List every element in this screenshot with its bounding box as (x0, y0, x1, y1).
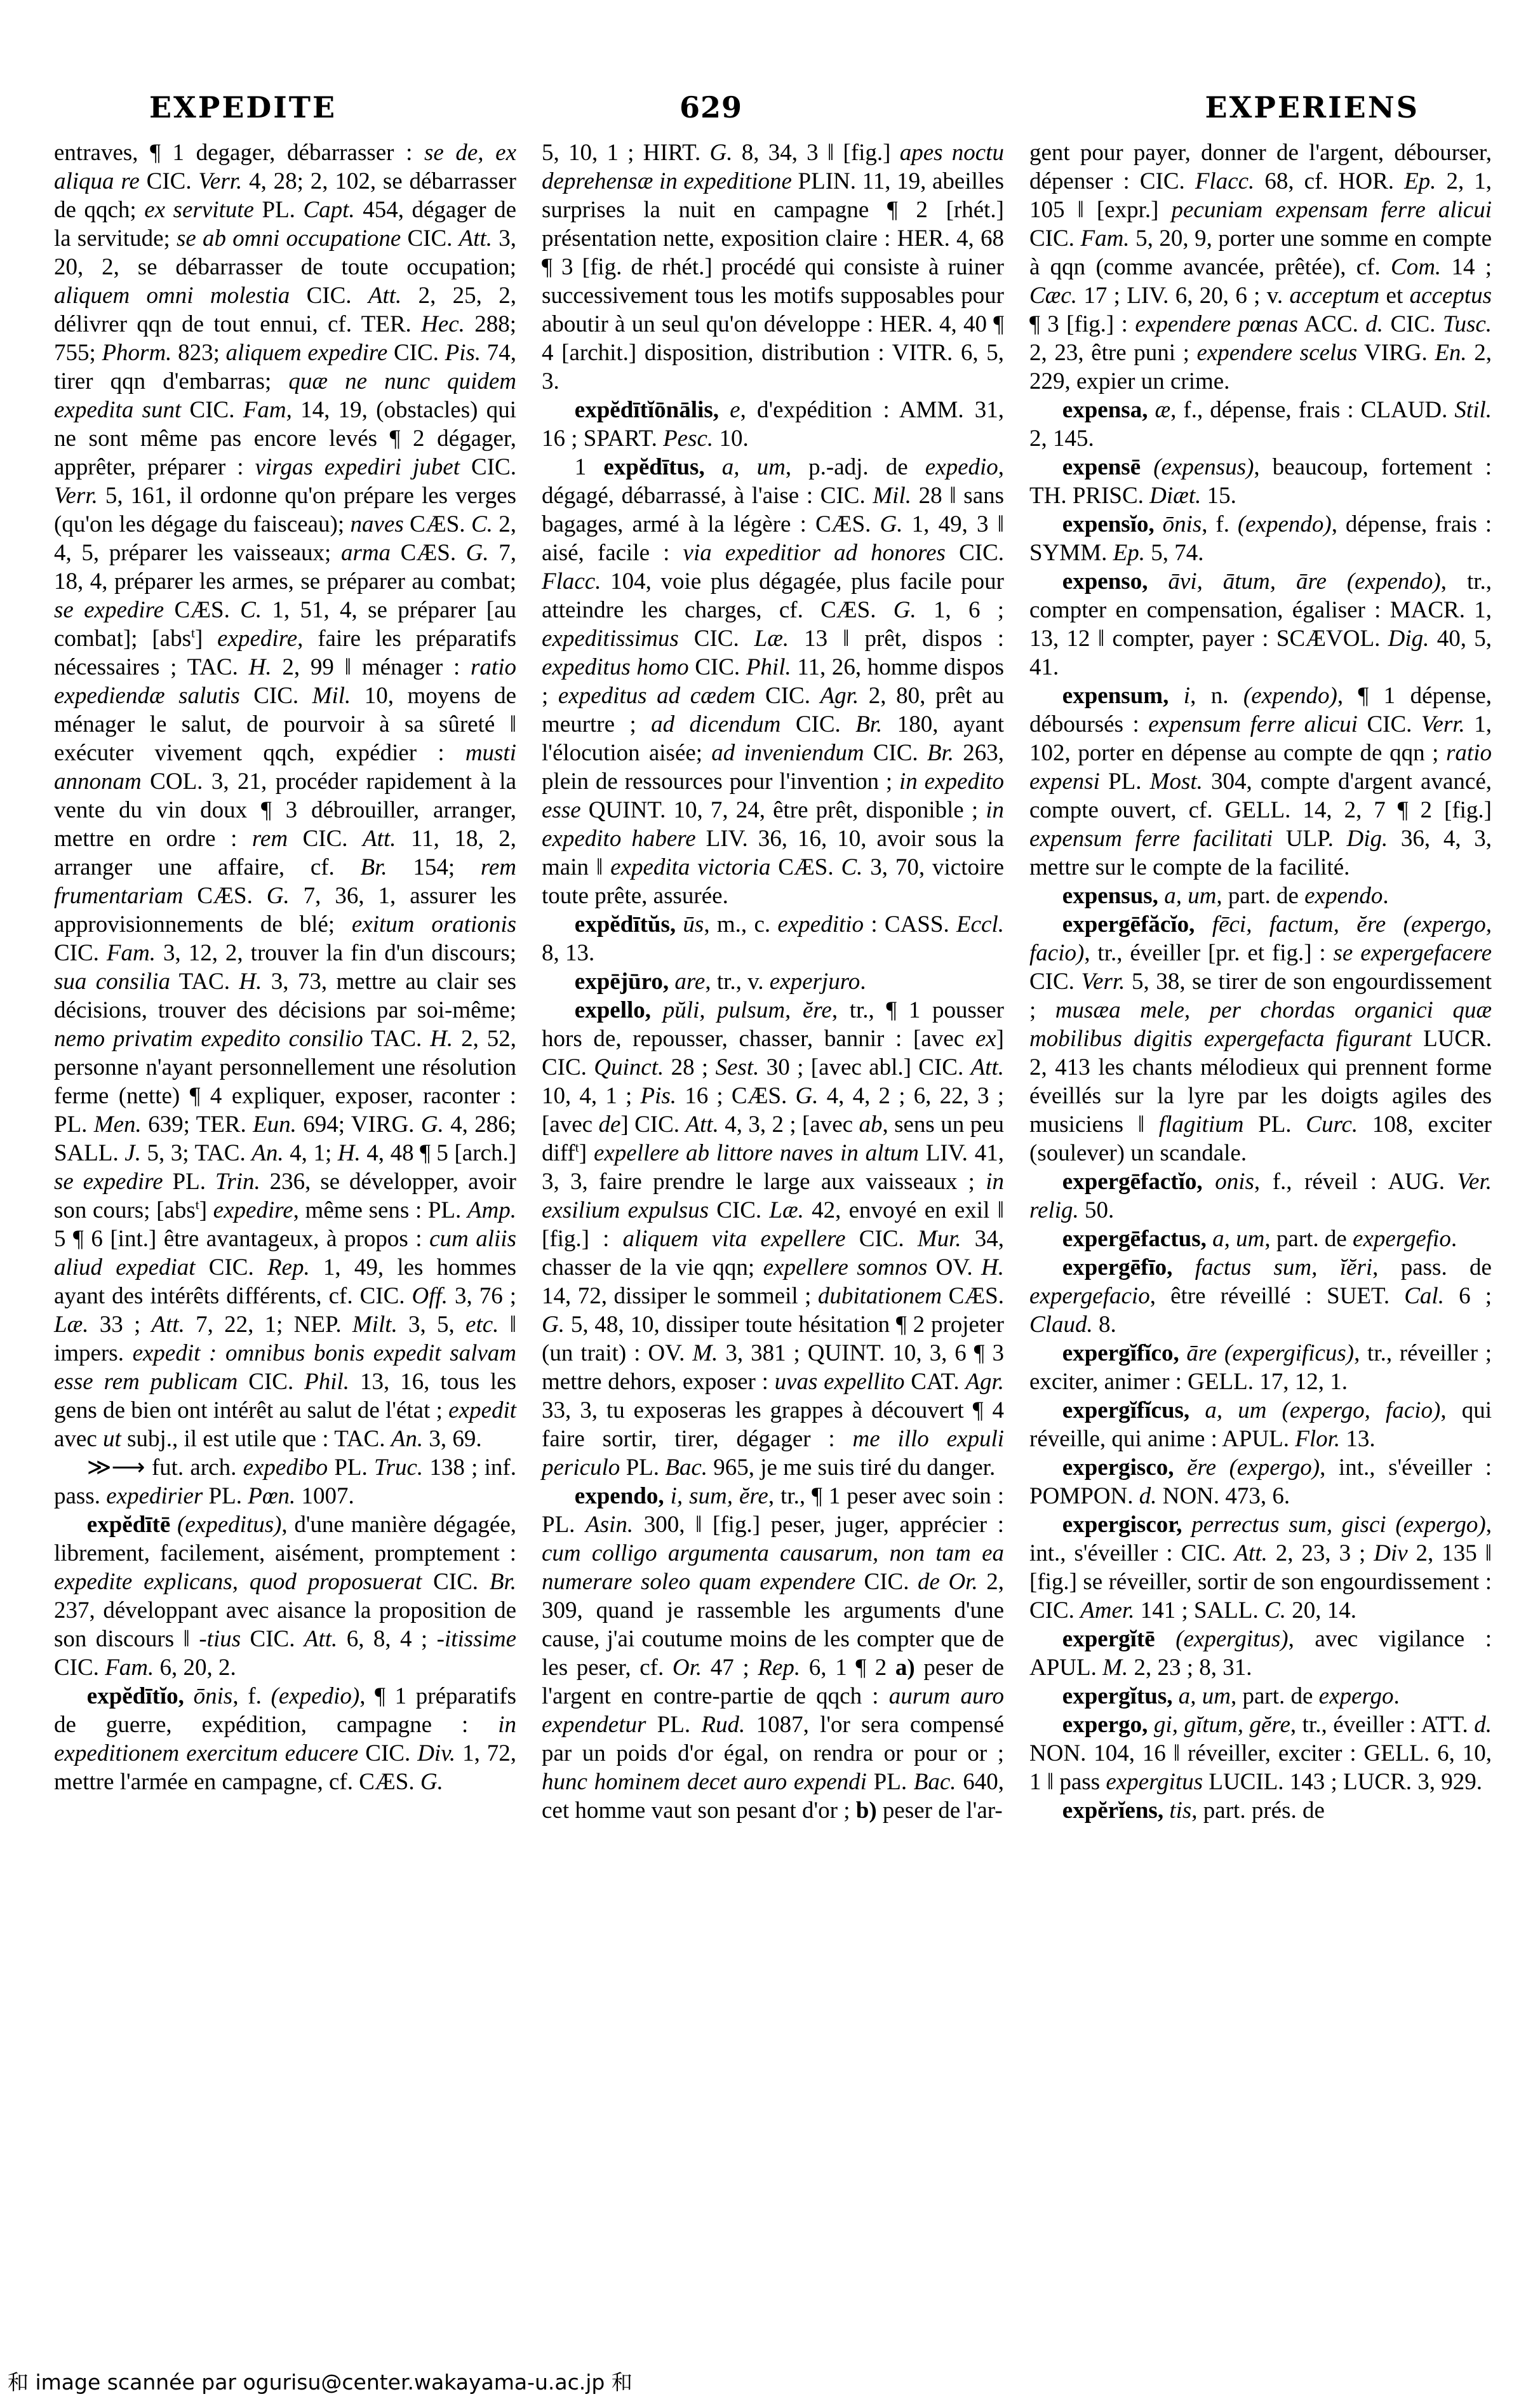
styled-text: Att. (970, 1054, 1004, 1080)
entry-paragraph: expergēfīo, factus sum, ĭĕri, pass. de expergefacio, être réveillé : SUET. Cal. 6 ; Claud. 8. (1029, 1254, 1492, 1338)
styled-text: expedire (213, 1197, 293, 1223)
styled-text: expeditio (777, 911, 864, 938)
styled-text: expedit : omnibus bonis expedit salvam esse rem publicam (54, 1340, 517, 1395)
headword: expĕdītĭo, (86, 1683, 184, 1709)
styled-text: Men. (93, 1112, 142, 1138)
styled-text: factus sum, ĭĕri (1195, 1254, 1373, 1280)
styled-text: Div (1374, 1540, 1408, 1566)
scan-caption: 和 image scannée par ogurisu@center.wakayama-u.ac.jp 和 (8, 2370, 633, 2395)
styled-text: Hec. (421, 311, 465, 337)
styled-text: æ (1155, 397, 1171, 423)
styled-text: uvas expellito (774, 1369, 905, 1395)
styled-text: G. (266, 883, 290, 909)
styled-text: se expedire (54, 1169, 163, 1195)
styled-text: (expeditus) (177, 1512, 282, 1538)
styled-text: Truc. (374, 1455, 424, 1481)
styled-text: expeditissimus (542, 626, 679, 652)
entry-paragraph: expergēfăcĭo, fēci, factum, ĕre (expergo, facio), tr., éveiller [pr. et fig.] : se expergefacere CIC. Verr. 5, 38, se tirer de son engourdissement ; musæa mele, per chordas organici quæ mobilibus digitis expergefacta figurant LUCR. 2, 413 les chants mélodieux qui prennent forme éveillés sur la lyre par les doigts agiles des musiciens ‖ flagitium PL. Curc. 108, exciter (soulever) un scandale. (1029, 911, 1492, 1166)
styled-text: me illo expuli periculo (542, 1426, 1005, 1481)
styled-text: Ep. (1404, 168, 1436, 194)
styled-text: Rud. (701, 1712, 746, 1738)
headword: a) (895, 1655, 915, 1681)
styled-text: a, um (721, 454, 786, 480)
headword: expergiscor, (1062, 1512, 1182, 1538)
styled-text: Amer. (1080, 1597, 1135, 1623)
styled-text: in expedito habere (542, 797, 1004, 852)
styled-text: Phorm. (102, 340, 172, 366)
styled-text: (expendo) (1237, 511, 1332, 537)
headword: expergĭfĭco, (1062, 1340, 1179, 1366)
styled-text: Verr. (54, 483, 98, 509)
entry-paragraph: expergĭtus, a, um, part. de expergo. (1062, 1683, 1400, 1709)
styled-text: Br. (855, 711, 883, 737)
entry-paragraph: expergĭfĭco, āre (expergificus), tr., réveiller ; exciter, animer : GELL. 17, 12, 1. (1029, 1340, 1492, 1395)
styled-text: d. (1139, 1483, 1157, 1509)
headword: expensus, (1062, 883, 1158, 909)
styled-text: cum aliis aliud expediat (54, 1226, 516, 1280)
styled-text: Att. (1234, 1540, 1268, 1566)
styled-text: cum colligo argumenta causarum, non tam ea numerare soleo quam expendere (542, 1540, 1004, 1595)
entry-paragraph: expensa, æ, f., dépense, frais : CLAUD. Stil. 2, 145. (1029, 397, 1492, 452)
entry-paragraph: expējūro, are, tr., v. experjuro. (574, 969, 866, 995)
styled-text: G. (893, 597, 916, 623)
styled-text: Div. (417, 1740, 456, 1766)
styled-text: Flacc. (1195, 168, 1255, 194)
styled-text: C. (240, 597, 262, 623)
styled-text: Att. (368, 283, 402, 309)
styled-text: An. (391, 1426, 424, 1452)
styled-text: G. (420, 1769, 443, 1795)
styled-text: Br. (360, 854, 387, 880)
headword: expĕdītus, (603, 454, 705, 480)
styled-text: Att. (304, 1626, 338, 1652)
styled-text: Ep. (1113, 540, 1145, 566)
styled-text: expedita victoria (610, 854, 771, 880)
entry-paragraph: expĕdītŭs, ūs, m., c. expeditio : CASS. Eccl. 8, 13. (542, 911, 1004, 966)
styled-text: expendere scelus (1196, 340, 1358, 366)
styled-text: Att. (459, 225, 493, 252)
styled-text: Flor. (1295, 1426, 1341, 1452)
styled-text: d. (1474, 1712, 1492, 1738)
entry-paragraph: expĕrĭens, tis, part. prés. de (1062, 1798, 1325, 1824)
styled-text: flagitium (1158, 1112, 1244, 1138)
styled-text: t (191, 625, 195, 641)
styled-text: Mil. (312, 683, 351, 709)
styled-text: -itissime (436, 1626, 517, 1652)
styled-text: J. (124, 1140, 141, 1166)
styled-text: Rep. (758, 1655, 801, 1681)
styled-text: C. (841, 854, 863, 880)
styled-text: Eun. (253, 1112, 297, 1138)
styled-text: H. (337, 1140, 361, 1166)
styled-text: ad inveniendum (711, 740, 864, 766)
styled-text: expeditus ad cædem (558, 683, 756, 709)
styled-text: gi, gĭtum, gĕre (1153, 1712, 1290, 1738)
entry-paragraph: expenso, āvi, ātum, āre (expendo), tr., compter en compensation, égaliser : MACR. 1, 13, 12 ‖ compter, payer : SCÆVOL. Dig. 40, 5, 41. (1029, 568, 1492, 680)
styled-text: virgas expediri jubet (255, 454, 460, 480)
entry-paragraph: expĕdītĭōnālis, e, d'expédition : AMM. 31, 16 ; SPART. Pesc. 10. (542, 397, 1005, 452)
styled-text: Quinct. (594, 1054, 664, 1080)
styled-text: expensum ferre facilitati (1029, 826, 1273, 852)
headword: expensum, (1062, 683, 1169, 709)
styled-text: expensum ferre alicui (1148, 711, 1358, 737)
styled-text: āvi, ātum, āre (expendo) (1168, 568, 1441, 595)
styled-text: H. (248, 654, 272, 680)
entry-paragraph: expergēfactus, a, um, part. de expergefio. (1062, 1226, 1457, 1252)
styled-text: En. (1435, 340, 1467, 366)
headword: expĕdītĭōnālis, (574, 397, 719, 423)
continuation-paragraph: 5, 10, 1 ; HIRT. G. 8, 34, 3 ‖ [fig.] apes noctu deprehensæ in expeditione PLIN. 11, 19, abeilles surprises la nuit en campagne ¶ 2 [rhét.] présentation nette, exposition claire : HER. 4, 68 ¶ 3 [fig. de rhét.] procédé qui consiste à ruiner successivement tous les motifs supposables pour aboutir à un seul qu'on développe : HER. 4, 40 ¶ 4 [archit.] disposition, distribution : VITR. 6, 5, 3. (542, 140, 1004, 394)
headword: expĕdītē (86, 1512, 171, 1538)
styled-text: acceptus (1409, 283, 1492, 309)
styled-text: Cæc. (1029, 283, 1078, 309)
styled-text: se de, ex aliqua re (54, 140, 517, 194)
styled-text: H. (239, 969, 262, 995)
styled-text: Læ. (54, 1312, 89, 1338)
styled-text: G. (709, 140, 733, 166)
entry-paragraph: expĕdītē (expeditus), d'une manière dégagée, librement, facilement, aisément, promptement : expedite explicans, quod proposuerat CIC. Br. 237, développant avec aisance la proposition de son discours ‖ -tius CIC. Att. 6, 8, 4 ; -itissime CIC. Fam. 6, 20, 2. (54, 1512, 517, 1681)
column-2 (542, 138, 1004, 1825)
styled-text: ab (859, 1112, 883, 1138)
styled-text: ōnis (193, 1683, 233, 1709)
styled-text: a, um (1212, 1226, 1265, 1252)
styled-text: expendo (1304, 883, 1383, 909)
styled-text: Br. (927, 740, 954, 766)
styled-text: fēci, factum, ĕre (expergo, facio) (1029, 911, 1492, 966)
styled-text: pecuniam expensam ferre alicui (1171, 197, 1492, 223)
styled-text: Bac. (665, 1455, 708, 1481)
styled-text: a, um (expergo, facio) (1205, 1397, 1441, 1423)
styled-text: Amp. (467, 1197, 516, 1223)
styled-text: G. (465, 540, 489, 566)
headword: expergĭfĭcus, (1062, 1397, 1190, 1423)
styled-text: rem frumentariam (54, 854, 516, 909)
styled-text: exitum orationis (351, 911, 516, 938)
header-right-guideword: EXPERIENS (1205, 90, 1419, 124)
styled-text: expergefacio (1029, 1283, 1150, 1309)
styled-text: Rep. (267, 1254, 310, 1280)
styled-text: Verr. (1081, 969, 1125, 995)
styled-text: Pesc. (663, 426, 714, 452)
styled-text: expellere somnos (763, 1254, 928, 1280)
headword: expergēfactĭo, (1062, 1169, 1203, 1195)
styled-text: pŭli, pulsum, ĕre (662, 997, 832, 1023)
headword: expĕdītŭs, (574, 911, 676, 938)
styled-text: H. (430, 1026, 453, 1052)
headword: expensĭo, (1062, 511, 1155, 537)
styled-text: expedire (217, 626, 298, 652)
entry-paragraph: expendo, i, sum, ĕre, tr., ¶ 1 peser avec soin : PL. Asin. 300, ‖ [fig.] peser, juger, apprécier : cum colligo argumenta causarum, non tam ea numerare soleo quam expendere CIC. de Or. 2, 309, quand je rassemble les arguments d'une cause, j'ai coutume moins de les compter que de les peser, cf. Or. 47 ; Rep. 6, 1 ¶ 2 a) peser de l'argent en contre-partie de qqch : aurum auro expendetur PL. Rud. 1087, l'or sera compensé par un poids d'or égal, on rendra or pour or ; hunc hominem decet auro expendi PL. Bac. 640, cet homme vaut son pesant d'or ; b) peser de l'ar- (542, 1483, 1005, 1824)
entry-paragraph: expensē (expensus), beaucoup, fortement : TH. PRISC. Diæt. 15. (1029, 454, 1492, 509)
styled-text: Bac. (913, 1769, 956, 1795)
styled-text: Dig. (1346, 826, 1388, 852)
entry-paragraph: expensus, a, um, part. de expendo. (1062, 883, 1389, 909)
styled-text: in expeditionem exercitum educere (54, 1712, 516, 1766)
styled-text: G. (795, 1083, 819, 1109)
styled-text: ad dicendum (651, 711, 781, 737)
column-1 (54, 138, 516, 1825)
styled-text: Ver. relig. (1029, 1169, 1492, 1223)
styled-text: Or. (672, 1655, 702, 1681)
styled-text: -tius (199, 1626, 241, 1652)
styled-text: a, um (1164, 883, 1217, 909)
styled-text: ex (975, 1026, 996, 1052)
styled-text: Dig. (1388, 626, 1430, 652)
entry-paragraph: expergisco, ĕre (expergo), int., s'éveiller : POMPON. d. NON. 473, 6. (1029, 1455, 1492, 1509)
text-columns (54, 138, 1492, 1825)
styled-text: ratio expediendæ salutis (54, 654, 516, 709)
headword: expergēfactus, (1062, 1226, 1207, 1252)
styled-text: Mur. (917, 1226, 961, 1252)
styled-text: in expedito esse (542, 769, 1005, 823)
styled-text: experjuro (769, 969, 860, 995)
styled-text: Agr. (820, 683, 859, 709)
styled-text: etc. (465, 1312, 499, 1338)
styled-text: aliquem vita expellere (622, 1226, 846, 1252)
styled-text: (expendo) (1243, 683, 1337, 709)
styled-text: Fam. (105, 1655, 154, 1681)
headword: expergĭtē (1062, 1626, 1155, 1652)
styled-text: d. (1365, 311, 1384, 337)
styled-text: se expergefacere (1333, 940, 1492, 966)
styled-text: rem (251, 826, 288, 852)
styled-text: de Or. (918, 1569, 978, 1595)
styled-text: expellere ab littore naves in altum (593, 1140, 919, 1166)
continuation-paragraph: gent pour payer, donner de l'argent, débourser, dépenser : CIC. Flacc. 68, cf. HOR. Ep. 2, 1, 105 ‖ [expr.] pecuniam expensam ferre alicui CIC. Fam. 5, 20, 9, porter une somme en compte à qqn (comme avancée, prêtée), cf. Com. 14 ; Cæc. 17 ; LIV. 6, 20, 6 ; v. acceptum et acceptus ¶ 3 [fig.] : expendere pœnas ACC. d. CIC. Tusc. 2, 23, être puni ; expendere scelus VIRG. En. 2, 229, expier un crime. (1029, 140, 1492, 394)
entry-paragraph: expergiscor, perrectus sum, gisci (expergo), int., s'éveiller : CIC. Att. 2, 23, 3 ; Div 2, 135 ‖ [fig.] se réveiller, sortir de son engourdissement : CIC. Amer. 141 ; SALL. C. 20, 14. (1029, 1512, 1492, 1623)
styled-text: Asin. (586, 1512, 634, 1538)
entry-paragraph: expergĭfĭcus, a, um (expergo, facio), qui réveille, qui anime : APUL. Flor. 13. (1029, 1397, 1492, 1452)
entry-paragraph: 1 expĕdītus, a, um, p.-adj. de expedio, dégagé, débarrassé, à l'aise : CIC. Mil. 28 ‖ sans bagages, armé à la légère : CÆS. G. 1, 49, 3 ‖ aisé, facile : via expeditior ad honores CIC. Flacc. 104, voie plus dégagée, plus facile pour atteindre les charges, cf. CÆS. G. 1, 6 ; expeditissimus CIC. Læ. 13 ‖ prêt, dispos : expeditus homo CIC. Phil. 11, 26, homme dispos ; expeditus ad cædem CIC. Agr. 2, 80, prêt au meurtre ; ad dicendum CIC. Br. 180, ayant l'élocution aisée; ad inveniendum CIC. Br. 263, plein de ressources pour l'invention ; in expedito esse QUINT. 10, 7, 24, être prêt, disponible ; in expedito habere LIV. 36, 16, 10, avoir sous la main ‖ expedita victoria CÆS. C. 3, 70, victoire toute prête, assurée. (542, 454, 1005, 909)
styled-text: expeditus homo (542, 654, 689, 680)
styled-text: Pis. (445, 340, 481, 366)
styled-text: Stil. (1454, 397, 1492, 423)
styled-text: hunc hominem decet auro expendi (542, 1769, 867, 1795)
headword: expĕrĭens, (1062, 1798, 1164, 1824)
headword: expergēfīo, (1062, 1254, 1173, 1280)
styled-text: via expeditior ad honores (683, 540, 946, 566)
styled-text: tis (1169, 1798, 1192, 1824)
styled-text: (expedio) (271, 1683, 360, 1709)
headword: expējūro, (574, 969, 669, 995)
styled-text: Flacc. (542, 568, 601, 595)
styled-text: Agr. (965, 1369, 1004, 1395)
styled-text: (expensus) (1153, 454, 1254, 480)
styled-text: Læ. (754, 626, 789, 652)
styled-text: naves (350, 511, 404, 537)
styled-text: aliquem expedire (225, 340, 388, 366)
headword: expensē (1062, 454, 1141, 480)
styled-text: sua consilia (54, 969, 170, 995)
styled-text: expedirier (106, 1483, 203, 1509)
styled-text: expedite explicans, quod proposuerat (54, 1569, 422, 1595)
styled-text: Trin. (215, 1169, 260, 1195)
headword: expergisco, (1062, 1455, 1174, 1481)
entry-paragraph: expergo, gi, gĭtum, gĕre, tr., éveiller : ATT. d. NON. 104, 16 ‖ réveiller, exciter : GELL. 6, 10, 1 ‖ pass expergitus LUCIL. 143 ; LUCR. 3, 929. (1029, 1712, 1492, 1795)
styled-text: āre (expergificus) (1186, 1340, 1355, 1366)
styled-text: ratio expensi (1029, 740, 1492, 795)
styled-text: musti annonam (54, 740, 516, 795)
styled-text: in exsilium expulsus (542, 1169, 1004, 1223)
styled-text: ĕre (expergo) (1187, 1455, 1320, 1481)
styled-text: Att. (151, 1312, 185, 1338)
headword: expensa, (1062, 397, 1148, 423)
entry-paragraph: expensĭo, ōnis, f. (expendo), dépense, frais : SYMM. Ep. 5, 74. (1029, 511, 1492, 566)
styled-text: Cal. (1404, 1283, 1444, 1309)
headword: expergĭtus, (1062, 1683, 1173, 1709)
styled-text: C. (1264, 1597, 1286, 1623)
entry-paragraph: ≫⟶ fut. arch. expedibo PL. Truc. 138 ; inf. pass. expedirier PL. Pœn. 1007. (54, 1455, 516, 1509)
styled-text: Phil. (304, 1369, 350, 1395)
styled-text: expergefio (1353, 1226, 1451, 1252)
headword: expello, (574, 997, 652, 1023)
styled-text: Fam. (1080, 225, 1130, 252)
styled-text: ūs (683, 911, 704, 938)
styled-text: musæa mele, per chordas organici quæ mobilibus digitis expergefacta figurant (1029, 997, 1492, 1052)
styled-text: Com. (1391, 254, 1442, 280)
styled-text: ex servitute (144, 197, 254, 223)
styled-text: (expergitus) (1175, 1626, 1289, 1652)
styled-text: G. (420, 1112, 444, 1138)
styled-text: nemo privatim expedito consilio (54, 1026, 363, 1052)
column-3 (1029, 138, 1492, 1825)
styled-text: Fam. (106, 940, 156, 966)
styled-text: An. (251, 1140, 284, 1166)
styled-text: Pis. (640, 1083, 677, 1109)
styled-text: Diæt. (1149, 483, 1202, 509)
styled-text: Pœn. (248, 1483, 296, 1509)
styled-text: de (598, 1112, 621, 1138)
entry-paragraph: expensum, i, n. (expendo), ¶ 1 dépense, déboursés : expensum ferre alicui CIC. Verr. 1, 102, porter en dépense au compte de qqn ; ratio expensi PL. Most. 304, compte d'argent avancé, compte ouvert, cf. GELL. 14, 2, 7 ¶ 2 [fig.] expensum ferre facilitati ULP. Dig. 36, 4, 3, mettre sur le compte de la facilité. (1029, 683, 1492, 880)
styled-text: dubitationem (817, 1283, 942, 1309)
styled-text: Tusc. (1442, 311, 1492, 337)
styled-text: Claud. (1029, 1312, 1093, 1338)
header-page-number: 629 (680, 90, 743, 124)
styled-text: Eccl. (956, 911, 1004, 938)
styled-text: e (730, 397, 740, 423)
styled-text: expergo (1318, 1683, 1394, 1709)
headword: expendo, (574, 1483, 664, 1509)
styled-text: se ab omni occupatione (177, 225, 401, 252)
styled-text: quæ ne nunc quidem expedita sunt (54, 368, 516, 423)
styled-text: Milt. (352, 1312, 398, 1338)
styled-text: C. (471, 511, 493, 537)
entry-paragraph: expergēfactĭo, onis, f., réveil : AUG. Ver. relig. 50. (1029, 1169, 1492, 1223)
styled-text: acceptum (1289, 283, 1380, 309)
styled-text: apes noctu deprehensæ in expeditione (542, 140, 1004, 194)
styled-text: onis (1215, 1169, 1254, 1195)
styled-text: perrectus sum, gisci (expergo) (1191, 1512, 1486, 1538)
styled-text: M. (1102, 1655, 1128, 1681)
styled-text: Verr. (1421, 711, 1465, 737)
styled-text: Att. (363, 826, 396, 852)
entry-paragraph: expergĭtē (expergitus), avec vigilance : APUL. M. 2, 23 ; 8, 31. (1029, 1626, 1492, 1681)
styled-text: Att. (685, 1112, 719, 1138)
styled-text: Fam, (243, 397, 292, 423)
styled-text: se expedire (54, 597, 164, 623)
styled-text: expendere pœnas (1135, 311, 1299, 337)
styled-text: Capt. (303, 197, 355, 223)
styled-text: expedit (448, 1397, 516, 1423)
styled-text: arma (340, 540, 391, 566)
styled-text: H. (981, 1254, 1004, 1280)
header-left-guideword: EXPEDITE (149, 90, 337, 124)
styled-text: expedibo (243, 1455, 328, 1481)
styled-text: Curc. (1306, 1112, 1358, 1138)
headword: expenso, (1062, 568, 1148, 595)
styled-text: Phil. (746, 654, 791, 680)
styled-text: Off. (412, 1283, 448, 1309)
styled-text: Br. (489, 1569, 516, 1595)
headword: b) (855, 1798, 877, 1824)
entry-paragraph: expello, pŭli, pulsum, ĕre, tr., ¶ 1 pousser hors de, repousser, chasser, bannir : [avec ex] CIC. Quinct. 28 ; Sest. 30 ; [avec abl.] CIC. Att. 10, 4, 1 ; Pis. 16 ; CÆS. G. 4, 4, 2 ; 6, 22, 3 ; [avec de] CIC. Att. 4, 3, 2 ; [avec ab, sens un peu diff$^t$] expellere ab littore naves in altum LIV. 41, 3, 3, faire prendre le large aux vaisseaux ; in exsilium expulsus CIC. Læ. 42, envoyé en exil ‖ [fig.] : aliquem vita expellere CIC. Mur. 34, chasser de la vie qqn; expellere somnos OV. H. 14, 72, dissiper le sommeil ; dubitationem CÆS. G. 5, 48, 10, dissiper toute hésitation ¶ 2 projeter (un trait) : OV. M. 3, 381 ; QUINT. 10, 3, 6 ¶ 3 mettre dehors, exposer : uvas expellito CAT. Agr. 33, 3, tu exposeras les grappes à découvert ¶ 4 faire sortir, tirer, dégager : me illo expuli periculo PL. Bac. 965, je me suis tiré du danger. (542, 997, 1005, 1481)
styled-text: Verr. (198, 168, 243, 194)
styled-text: M. (692, 1340, 718, 1366)
styled-text: ut (103, 1426, 121, 1452)
continuation-paragraph: entraves, ¶ 1 degager, débarrasser : se de, ex aliqua re CIC. Verr. 4, 28; 2, 102, se débarrasser de qqch; ex servitute PL. Capt. 454, dégager de la servitude; se ab omni occupatione CIC. Att. 3, 20, 2, se débarrasser de toute occupation; aliquem omni molestia CIC. Att. 2, 25, 2, délivrer qqn de tout ennui, cf. TER. Hec. 288; 755; Phorm. 823; aliquem expedire CIC. Pis. 74, tirer qqn d'embarras; quæ ne nunc quidem expedita sunt CIC. Fam, 14, 19, (obstacles) qui ne sont même pas encore levés ¶ 2 dégager, apprêter, préparer : virgas expediri jubet CIC. Verr. 5, 161, il ordonne qu'on prépare les verges (qu'on les dégage du faisceau); naves CÆS. C. 2, 4, 5, préparer les vaisseaux; arma CÆS. G. 7, 18, 4, préparer les armes, se préparer au combat; se expedire CÆS. C. 1, 51, 4, se préparer [au combat]; [abs$^t$] expedire, faire les préparatifs nécessaires ; TAC. H. 2, 99 ‖ ménager : ratio expediendæ salutis CIC. Mil. 10, moyens de ménager le salut, de pourvoir à sa sûreté ‖ exécuter vivement qqch, expédier : musti annonam COL. 3, 21, procéder rapidement à la vente du vin doux ¶ 3 débrouiller, arranger, mettre en ordre : rem CIC. Att. 11, 18, 2, arranger une affaire, cf. Br. 154; rem frumentariam CÆS. G. 7, 36, 1, assurer les approvisionnements de blé; exitum orationis CIC. Fam. 3, 12, 2, trouver la fin d'un discours; sua consilia TAC. H. 3, 73, mettre au clair ses décisions, trouver des décisions par soi-même; nemo privatim expedito consilio TAC. H. 2, 52, personne n'ayant personnellement une résolution ferme (nette) ¶ 4 expliquer, exposer, raconter : PL. Men. 639; TER. Eun. 694; VIRG. G. 4, 286; SALL. J. 5, 3; TAC. An. 4, 1; H. 4, 48 ¶ 5 [arch.] se expedire PL. Trin. 236, se développer, avoir son cours; [abs$^t$] expedire, même sens : PL. Amp. 5 ¶ 6 [int.] être avantageux, à propos : cum aliis aliud expediat CIC. Rep. 1, 49, les hommes ayant des intérêts différents, cf. CIC. Off. 3, 76 ; Læ. 33 ; Att. 7, 22, 1; NEP. Milt. 3, 5, etc. ‖ impers. expedit : omnibus bonis expedit salvam esse rem publicam CIC. Phil. 13, 16, tous les gens de bien ont intérêt au salut de l'état ; expedit avec ut subj., il est utile que : TAC. An. 3, 69. (54, 140, 517, 1452)
styled-text: Most. (1149, 769, 1203, 795)
headword: expergo, (1062, 1712, 1148, 1738)
entry-paragraph: expĕdītĭo, ōnis, f. (expedio), ¶ 1 préparatifs de guerre, expédition, campagne : in expeditionem exercitum educere CIC. Div. 1, 72, mettre l'armée en campagne, cf. CÆS. G. (54, 1683, 517, 1795)
styled-text: expedio (925, 454, 998, 480)
styled-text: Mil. (873, 483, 911, 509)
styled-text: are (674, 969, 706, 995)
styled-text: i (1183, 683, 1191, 709)
styled-text: Sest. (715, 1054, 760, 1080)
styled-text: G. (880, 511, 903, 537)
styled-text: aurum auro expendetur (542, 1683, 1004, 1738)
styled-text: i, sum, ĕre (670, 1483, 768, 1509)
styled-text: G. (542, 1312, 565, 1338)
styled-text: Læ. (769, 1197, 804, 1223)
headword: expergēfăcĭo, (1062, 911, 1195, 938)
styled-text: t (195, 1197, 199, 1213)
styled-text: expergitus (1106, 1769, 1203, 1795)
styled-text: a, um (1178, 1683, 1231, 1709)
styled-text: t (575, 1139, 579, 1155)
styled-text: ōnis (1162, 511, 1202, 537)
styled-text: aliquem omni molestia (54, 283, 290, 309)
